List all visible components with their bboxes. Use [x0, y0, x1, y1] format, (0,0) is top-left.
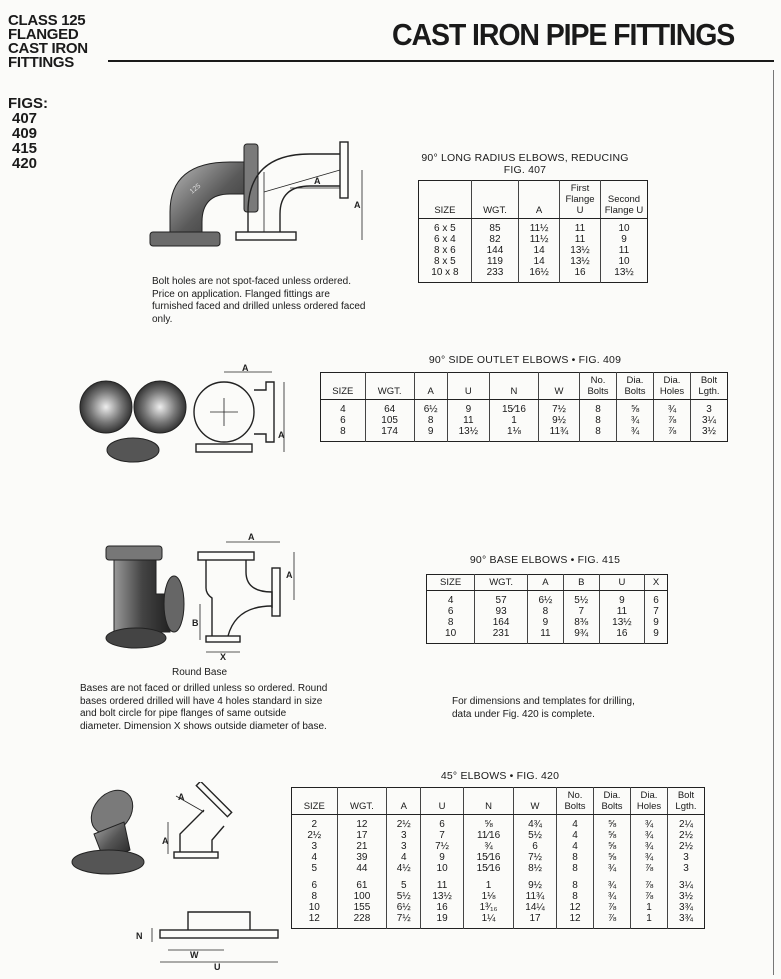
table-cell: 13½ [599, 617, 644, 628]
table-cell: ¾ [464, 841, 514, 852]
table-cell: 8 x 5 [434, 256, 456, 267]
column-header: A [387, 788, 421, 815]
table-cell: 12 [557, 913, 594, 929]
table-cell: 39 [337, 852, 387, 863]
column-header: SIZE [292, 788, 338, 815]
table-cell: 6½ [387, 902, 421, 913]
table-cell: ¾ [617, 426, 654, 442]
fig-number: 409 [12, 125, 38, 142]
table-cell: 64 [365, 400, 414, 416]
dim-label-a: A [162, 836, 169, 846]
table-row [419, 245, 648, 256]
table-cell: 11 [560, 234, 601, 245]
table-cell: 1 [489, 415, 538, 426]
table-cell: ⅝ [617, 400, 654, 416]
column-header: W [514, 788, 557, 815]
table-cell: ⅞ [631, 863, 668, 874]
table-cell: 9¾ [563, 628, 599, 644]
fig415-note: Bases are not faced or drilled unless so ordered. Round bases ordered drilled will have 4 holes standard in size and bolt circle for pipe flanges of same outside diameter. Dimension X shows outside diameter of base. [80, 683, 328, 732]
table-cell: 11 [599, 606, 644, 617]
table-cell: 4½ [387, 863, 421, 874]
table-cell: 6½ [414, 400, 447, 416]
table-cell: 16 [421, 902, 464, 913]
column-header: U [599, 575, 644, 591]
table-cell: ¾ [654, 400, 691, 416]
table-header-row [321, 373, 728, 400]
table-cell: 12 [337, 815, 387, 831]
table-cell: 100 [337, 891, 387, 902]
table-cell: 4 [387, 852, 421, 863]
fig415-table [426, 574, 668, 644]
table-row [292, 913, 705, 929]
table-cell: 1 [631, 902, 668, 913]
table-row [292, 852, 705, 863]
table-cell: 11 [421, 874, 464, 891]
table-cell: 7½ [514, 852, 557, 863]
table-cell: 16 [599, 628, 644, 644]
table-cell: 1¼ [464, 913, 514, 929]
table-cell: ¾ [594, 874, 631, 891]
table-cell: 12 [308, 913, 320, 924]
table-row [292, 902, 705, 913]
fig407-title-line: 90° LONG RADIUS ELBOWS, REDUCING [421, 152, 629, 164]
dim-label-a: A [354, 200, 361, 210]
table-cell: 15⁄16 [489, 400, 538, 416]
dim-label-u: U [214, 962, 221, 972]
table-cell: 3¾ [668, 902, 705, 913]
page-edge-line [773, 70, 774, 975]
table-cell: 11 [447, 415, 489, 426]
table-cell: 17 [514, 913, 557, 929]
table-cell: 4 [311, 852, 318, 863]
side-outlet-elbow-photo-icon [76, 362, 296, 472]
table-cell: 3 [668, 863, 705, 874]
column-header: Dia. Bolts [617, 373, 654, 400]
table-cell: 1 [464, 874, 514, 891]
table-cell: 3¼ [691, 415, 728, 426]
table-cell: 1⅛ [464, 891, 514, 902]
table-cell: 15⁄16 [464, 863, 514, 874]
table-cell: 10 [601, 219, 648, 235]
table-cell: 8 [527, 606, 563, 617]
column-header: Bolt Lgth. [668, 788, 705, 815]
table-cell: 4 [557, 841, 594, 852]
dim-label-w: W [190, 950, 199, 960]
base-elbow-photo-icon [96, 532, 316, 662]
table-cell: 228 [337, 913, 387, 929]
table-cell: 233 [471, 267, 518, 283]
table-cell: 1³⁄₁₆ [464, 902, 514, 913]
table-cell: 8 [580, 426, 617, 442]
column-header: Dia. Holes [631, 788, 668, 815]
table-header-row [419, 181, 648, 219]
table-row [321, 415, 728, 426]
table-cell: 57 [475, 591, 528, 607]
fig-number: 420 [12, 155, 38, 172]
table-cell: ⅝ [594, 852, 631, 863]
table-cell: 155 [337, 902, 387, 913]
column-header: Second Flange U [601, 181, 648, 219]
fig407-title-line: FIG. 407 [503, 164, 547, 176]
table-cell: 3 [691, 400, 728, 416]
fig407-title [405, 152, 645, 176]
column-header: SIZE [427, 575, 475, 591]
table-cell: ¾ [631, 815, 668, 831]
table-cell: 7½ [539, 400, 580, 416]
column-header: No. Bolts [557, 788, 594, 815]
table-cell: 3 [387, 841, 421, 852]
table-cell: 11¾ [514, 891, 557, 902]
table-cell: 3½ [668, 891, 705, 902]
side-heading-line: FITTINGS [8, 54, 74, 71]
table-cell: 8 [340, 426, 346, 437]
fig415-title: 90° BASE ELBOWS • FIG. 415 [469, 554, 621, 566]
table-cell: 9 [645, 628, 668, 644]
table-cell: 13½ [560, 256, 601, 267]
column-header: WGT. [471, 181, 518, 219]
casting-mark: 125 [188, 182, 203, 196]
table-cell: 5½ [563, 591, 599, 607]
table-cell: 231 [475, 628, 528, 644]
table-cell: 8 [557, 891, 594, 902]
dim-label-a: A [178, 792, 185, 802]
table-cell: ¾ [631, 852, 668, 863]
table-cell: 7 [645, 606, 668, 617]
table-cell: 10 [308, 902, 320, 913]
fig-number: 415 [12, 140, 38, 157]
45-elbow-photo-icon [64, 782, 294, 972]
table-cell: 144 [471, 245, 518, 256]
table-cell: 11⁄16 [464, 830, 514, 841]
table-cell: 11 [527, 628, 563, 644]
fig407-note: Bolt holes are not spot-faced unless ordered. Price on application. Flanged fittings are furnished faced and drilled unless ordered faced only. [152, 276, 366, 325]
fig420-table [291, 787, 705, 929]
table-cell: ¾ [631, 841, 668, 852]
table-row [419, 234, 648, 245]
page-title: CAST IRON PIPE FITTINGS [392, 17, 735, 52]
table-cell: 7 [563, 606, 599, 617]
table-cell: 3¼ [668, 874, 705, 891]
dim-label-a: A [278, 430, 285, 440]
table-cell: 19 [421, 913, 464, 929]
dim-label-b: B [192, 618, 199, 628]
table-cell: 14¼ [514, 902, 557, 913]
table-cell: 7½ [387, 913, 421, 929]
table-cell: ⅝ [594, 841, 631, 852]
table-row [427, 606, 668, 617]
figs-list [8, 96, 48, 171]
table-cell: 44 [337, 863, 387, 874]
table-cell: 8 [580, 415, 617, 426]
table-cell: 6 [447, 606, 454, 617]
table-cell: 4 [447, 595, 454, 606]
table-cell: ¾ [631, 830, 668, 841]
column-header: U [447, 373, 489, 400]
table-cell: 1 [631, 913, 668, 929]
fig407-table [418, 180, 648, 283]
table-row [292, 841, 705, 852]
table-cell: 2½ [668, 841, 705, 852]
table-cell: 10 [421, 863, 464, 874]
table-cell: 2½ [307, 830, 322, 841]
table-cell: 8 [557, 852, 594, 863]
table-cell: 6 [514, 841, 557, 852]
column-header: W [539, 373, 580, 400]
table-row [292, 891, 705, 902]
table-cell: ¾ [594, 863, 631, 874]
column-header: SIZE [321, 373, 366, 400]
column-header: X [645, 575, 668, 591]
table-row [419, 267, 648, 283]
table-cell: ⅝ [594, 815, 631, 831]
table-cell: 9½ [514, 874, 557, 891]
long-radius-elbow-photo-icon [140, 132, 375, 252]
table-cell: ⅞ [654, 426, 691, 442]
table-cell: 11½ [519, 234, 560, 245]
table-cell: ⅞ [631, 891, 668, 902]
table-cell: 85 [471, 219, 518, 235]
table-cell: 2½ [387, 815, 421, 831]
table-cell: 3¾ [668, 913, 705, 929]
table-cell: 21 [337, 841, 387, 852]
table-cell: 6 x 4 [434, 234, 456, 245]
table-cell: 9 [599, 591, 644, 607]
table-row [292, 863, 705, 874]
table-cell: 105 [365, 415, 414, 426]
table-cell: 6 [311, 880, 318, 891]
table-cell: 4 [557, 815, 594, 831]
table-header-row [427, 575, 668, 591]
column-header: No. Bolts [580, 373, 617, 400]
table-cell: 9 [421, 852, 464, 863]
table-cell: 9 [601, 234, 648, 245]
column-header: U [421, 788, 464, 815]
table-cell: 10 [601, 256, 648, 267]
table-cell: 11 [560, 219, 601, 235]
title-rule [108, 60, 774, 62]
table-header-row [292, 788, 705, 815]
side-heading-line: FLANGED [8, 26, 79, 43]
column-header: A [519, 181, 560, 219]
table-row [419, 219, 648, 235]
table-cell: 4 [340, 404, 346, 415]
table-cell: 2¼ [668, 815, 705, 831]
table-cell: ¾ [617, 415, 654, 426]
table-cell: 119 [471, 256, 518, 267]
table-cell: 13½ [560, 245, 601, 256]
table-row [292, 830, 705, 841]
table-cell: ⅝ [594, 830, 631, 841]
table-cell: ¾ [594, 891, 631, 902]
table-cell: 2 [311, 819, 318, 830]
table-cell: 8 [447, 617, 454, 628]
column-header: N [464, 788, 514, 815]
column-header: First Flange U [560, 181, 601, 219]
table-cell: 16½ [519, 267, 560, 283]
side-heading-line: CAST IRON [8, 40, 88, 57]
figs-label: FIGS: [8, 95, 48, 112]
table-row [321, 400, 728, 416]
table-cell: 8⅜ [563, 617, 599, 628]
table-cell: 1⅛ [489, 426, 538, 442]
table-cell: 6 [340, 415, 346, 426]
table-cell: 6 x 5 [434, 223, 456, 234]
table-cell: 93 [475, 606, 528, 617]
table-cell: 4¾ [514, 815, 557, 831]
column-header: N [489, 373, 538, 400]
table-cell: 2½ [668, 830, 705, 841]
table-cell: 10 [445, 628, 457, 639]
table-cell: ⅞ [594, 902, 631, 913]
table-cell: 3 [387, 830, 421, 841]
table-cell: 61 [337, 874, 387, 891]
dim-label-a: A [248, 532, 255, 542]
table-cell: 12 [557, 902, 594, 913]
table-cell: 11½ [519, 219, 560, 235]
table-cell: 9 [645, 617, 668, 628]
table-cell: 8 [311, 891, 318, 902]
table-cell: 14 [519, 256, 560, 267]
column-header: B [563, 575, 599, 591]
table-row [427, 591, 668, 607]
table-cell: 9 [414, 426, 447, 442]
table-cell: 8½ [514, 863, 557, 874]
table-cell: 9 [527, 617, 563, 628]
fig-number: 407 [12, 110, 38, 127]
fig415-side-note: For dimensions and templates for drilling, data under Fig. 420 is complete. [452, 696, 635, 720]
table-row [427, 617, 668, 628]
dim-label-x: X [220, 652, 227, 662]
table-cell: ⅝ [464, 815, 514, 831]
table-cell: 13½ [447, 426, 489, 442]
dim-label-a: A [286, 570, 293, 580]
table-cell: 5 [311, 863, 318, 874]
column-header: A [527, 575, 563, 591]
dim-label-a: A [242, 363, 249, 373]
column-header: WGT. [365, 373, 414, 400]
table-cell: 11¾ [539, 426, 580, 442]
table-cell: 4 [557, 830, 594, 841]
column-header: Bolt Lgth. [691, 373, 728, 400]
table-cell: 10 x 8 [431, 267, 459, 278]
table-cell: 174 [365, 426, 414, 442]
table-cell: ⅞ [654, 415, 691, 426]
table-cell: 8 [580, 400, 617, 416]
table-row [419, 256, 648, 267]
table-cell: 5 [387, 874, 421, 891]
fig409-title: 90° SIDE OUTLET ELBOWS • FIG. 409 [428, 354, 622, 366]
table-cell: 164 [475, 617, 528, 628]
table-cell: 14 [519, 245, 560, 256]
table-row [427, 628, 668, 644]
table-cell: 6 [421, 815, 464, 831]
table-cell: 5½ [514, 830, 557, 841]
table-cell: 7 [421, 830, 464, 841]
table-row [321, 426, 728, 442]
table-cell: 13½ [421, 891, 464, 902]
table-cell: 5½ [387, 891, 421, 902]
table-cell: 11 [601, 245, 648, 256]
fig420-title: 45° ELBOWS • FIG. 420 [440, 770, 560, 782]
table-row [292, 874, 705, 891]
table-cell: 16 [560, 267, 601, 283]
column-header: Dia. Bolts [594, 788, 631, 815]
column-header: WGT. [475, 575, 528, 591]
table-cell: ⅞ [594, 913, 631, 929]
table-cell: 6 [645, 591, 668, 607]
table-cell: 17 [337, 830, 387, 841]
table-cell: 8 [557, 863, 594, 874]
table-cell: 3 [311, 841, 318, 852]
table-cell: 8 x 6 [434, 245, 456, 256]
table-cell: 9 [447, 400, 489, 416]
dim-label-n: N [136, 931, 143, 941]
table-cell: 82 [471, 234, 518, 245]
column-header: A [414, 373, 447, 400]
table-cell: 3 [668, 852, 705, 863]
table-cell: 3½ [691, 426, 728, 442]
dim-label-a: A [314, 176, 321, 186]
table-row [292, 815, 705, 831]
fig415-caption: Round Base [172, 667, 228, 678]
table-cell: 6½ [527, 591, 563, 607]
table-cell: ⅞ [631, 874, 668, 891]
column-header: Dia. Holes [654, 373, 691, 400]
column-header: SIZE [419, 181, 472, 219]
table-cell: 9½ [539, 415, 580, 426]
side-heading [8, 14, 88, 70]
fig409-table [320, 372, 728, 442]
table-cell: 13½ [601, 267, 648, 283]
column-header: WGT. [337, 788, 387, 815]
table-cell: 7½ [421, 841, 464, 852]
table-cell: 15⁄16 [464, 852, 514, 863]
table-cell: 8 [414, 415, 447, 426]
side-heading-line: CLASS 125 [8, 12, 86, 29]
table-cell: 8 [557, 874, 594, 891]
